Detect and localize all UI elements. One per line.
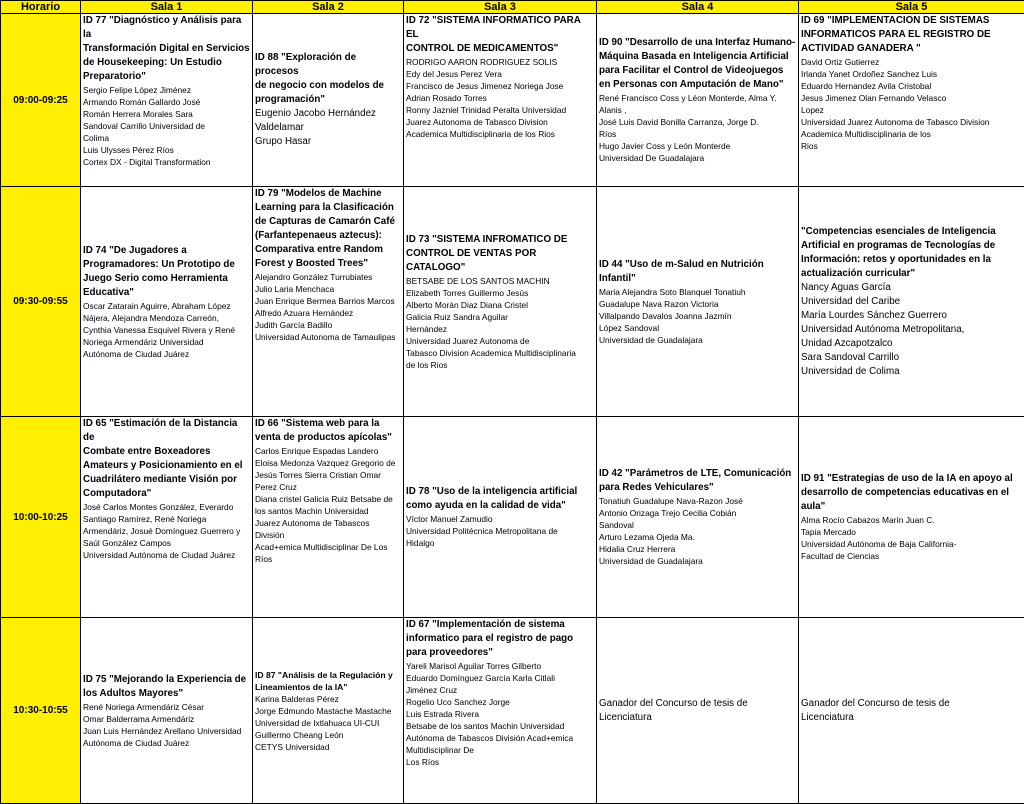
time-slot: 09:30-09:55 [1,187,81,417]
talk-title: ID 44 "Uso de m-Salud en Nutrición Infantil" [599,258,764,284]
talk-authors: Alma Rocío Cabazos Marín Juan C. Tapia Mercado Universidad Autónoma de Baja California- Facultad de Ciencias [801,515,957,561]
talk-cell [597,14,799,187]
talk-cell [81,14,253,187]
talk-title: ID 90 "Desarrollo de una Interfaz Humano- Máquina Basada en Inteligencia Artificial para Facilitar el Control de Videojuegos en Personas con Amputación de Mano" [599,37,796,90]
header-horario: Horario [1,1,81,14]
talk-authors: BETSABE DE LOS SANTOS MACHIN Elizabeth Torres Guillermo Jesús Alberto Morán Diaz Diana Cristel Galicia Ruiz Sandra Aguilar Hernández Universidad Juarez Autonoma de Tabasco Division Academica Multidisciplinaria de los Rios [406,275,576,370]
talk-cell [404,187,597,417]
talk-authors: Maria Alejandra Soto Blanquel Tonatiuh Guadalupe Nava Razon Victoria Villalpando Davalos Joanna Jazmín López Sandoval Universidad de Guadalajara [599,286,746,345]
talk-title: ID 75 "Mejorando la Experiencia de los Adultos Mayores" [83,673,247,699]
talk-cell [597,417,799,618]
talk-cell [253,187,404,417]
talk-cell [799,187,1024,417]
award-note: Ganador del Concurso de tesis de Licenciatura [801,697,950,723]
talk-authors: Tonatiuh Guadalupe Nava-Razon José Antonio Orizaga Trejo Cecilia Cobián Sandoval Arturo Lezama Ojeda Ma. Hidalia Cruz Herrera Universidad de Guadalajara [599,496,743,566]
header-sala-1: Sala 1 [81,1,253,14]
talk-title: ID 74 "De Jugadores a Programadores: Un Prototipo de Juego Serio como Herramienta Educativa" [83,244,235,298]
time-slot: 10:00-10:25 [1,417,81,618]
talk-authors: Nancy Aguas García Universidad del Caribe María Lourdes Sánchez Guerrero Universidad Autónoma Metropolitana, Unidad Azcapotzalco Sara Sandoval Carrillo Universidad de Colima [801,281,965,377]
talk-authors: José Carlos Montes González, Everardo Santiago Ramírez, René Noriega Armendáriz, Josué Domínguez Guerrero y Saúl González Campos Universidad Autónoma de Ciudad Juárez [83,502,241,560]
award-cell [799,618,1024,804]
talk-authors: Sergio Felipe López Jiménez Armando Román Gallardo José Román Herrera Morales Sara Sandoval Carrillo Universidad de Colima Luis Ulysses Pérez Ríos Cortex DX - Digital Transformation [83,85,211,167]
talk-title: ID 78 "Uso de la inteligencia artificial como ayuda en la calidad de vida" [406,486,578,511]
talk-cell [597,187,799,417]
talk-authors: RODRIGO AARON RODRIGUEZ SOLIS Edy del Jesus Perez Vera Francisco de Jesus Jimenez Noriega Jose Adrian Rosado Torres Ronny Jazniel Trinidad Peralta Universidad Juarez Autonoma de Tabasco Division Academica Multidisciplinaria de los Rios [406,57,567,139]
table-row [1,187,1024,417]
time-slot: 09:00-09:25 [1,14,81,187]
talk-cell [799,417,1024,618]
header-sala-4: Sala 4 [597,1,799,14]
table-row [1,14,1024,187]
talk-cell [404,417,597,618]
talk-title: ID 65 "Estimación de la Distancia de Combate entre Boxeadores Amateurs y Posicionamiento en el Cuadrilátero mediante Visión por Computadora" [83,418,243,499]
header-sala-5: Sala 5 [799,1,1024,14]
talk-authors: Yareli Marisol Aguilar Torres Gilberto Eduardo Domínguez García Karla Citlali Jiménez Cruz Rogelio Uco Sanchez Jorge Luis Estrada Rivera Betsabe de los santos Machin Universidad Autónoma de Tabascos División Acad+emica Multidisciplinar De Los Ríos [406,661,574,767]
talk-title: ID 79 "Modelos de Machine Learning para la Clasificación de Capturas de Camarón Café (Farfantepenaeus aztecus): Comparativa entre Random Forest y Boosted Trees" [255,188,395,269]
award-note: Ganador del Concurso de tesis de Licenciatura [599,697,748,723]
talk-authors: Víctor Manuel Zamudio Universidad Politécnica Metropolitana de Hidalgo [406,514,558,548]
talk-cell [799,14,1024,187]
header-row [1,1,1024,14]
talk-cell [253,618,404,804]
table-row [1,417,1024,618]
talk-title: ID 91 "Estrategias de uso de la IA en apoyo al desarrollo de competencias educativas en el aula" [801,473,1013,512]
talk-title: "Competencias esenciales de Inteligencia Artificial en programas de Tecnologías de Información: retos y oportunidades en la actualización curricular" [801,225,996,279]
talk-title: ID 88 "Exploración de procesos de negocio con modelos de programación" [255,52,385,105]
talk-cell [404,618,597,804]
talk-authors: René Noriega Armendáriz César Omar Balderrama Armendáriz Juan Luis Hernández Arellano Universidad Autónoma de Ciudad Juárez [83,701,242,748]
talk-authors: Oscar Zatarain Aguirre, Abraham López Nájera, Alejandra Mendoza Carreón, Cynthia Vanessa Esquivel Rivera y René Noriega Armendáriz Universidad Autónoma de Ciudad Juárez [83,300,236,359]
table-row [1,618,1024,804]
talk-authors: David Ortiz Gutierrez Irlanda Yanet Ordoñez Sanchez Luis Eduardo Hernandez Avila Cristobal Jesus Jimenez Olan Fernando Velasco Lopez Universidad Juarez Autonoma de Tabasco Division Academica Multidisciplinaria de los Rios [801,57,990,151]
talk-title: ID 73 "SISTEMA INFROMATICO DE CONTROL DE VENTAS POR CATALOGO" [406,233,568,273]
talk-title: ID 72 "SISTEMA INFORMATICO PARA EL CONTROL DE MEDICAMENTOS" [406,15,581,54]
talk-cell [81,187,253,417]
talk-title: ID 67 "Implementación de sistema informatico para el registro de pago para proveedores" [406,619,574,658]
time-slot: 10:30-10:55 [1,618,81,804]
talk-authors: Carlos Enrique Espadas Landero Eloisa Medonza Vazquez Gregorio de Jesús Torres Sierra Cristian Omar Perez Cruz Diana cristel Galicia Ruiz Betsabe de los santos Machin Universidad Juarez Autonoma de Tabascos División Acad+emica Multidisciplinar De Los Ríos [255,446,396,564]
header-sala-2: Sala 2 [253,1,404,14]
talk-authors: Alejandro González Turrubiates Julio Laria Menchaca Juan Enrique Bermea Barrios Marcos Alfredo Azuara Hernández Judith García Badillo Universidad Autonoma de Tamaulipas [255,272,396,342]
talk-title: ID 87 "Análisis de la Regulación y Lineamientos de la IA" [255,669,393,692]
award-cell [597,618,799,804]
talk-cell [253,14,404,187]
talk-cell [81,417,253,618]
talk-authors: Karina Balderas Pérez Jorge Edmundo Mastache Mastache Universidad de Ixtlahuaca UI-CUI Guillermo Cheang León CETYS Universidad [255,693,392,752]
talk-cell [253,417,404,618]
talk-title: ID 42 "Parámetros de LTE, Comunicación para Redes Vehiculares" [599,468,792,493]
header-sala-3: Sala 3 [404,1,597,14]
talk-cell [81,618,253,804]
talk-title: ID 77 "Diagnóstico y Análisis para la Transformación Digital en Servicios de Housekeeping: Un Estudio Preparatorio" [83,15,250,82]
talk-authors: René Francisco Coss y Léon Monterde, Alma Y. Alanis , José Luis David Bonilla Carranza, Jorge D. Ríos Hugo Javier Coss y León Monterde Universidad De Guadalajara [599,93,777,163]
talk-cell [404,14,597,187]
talk-authors: Eugenio Jacobo Hernández Valdelamar Grupo Hasar [255,108,376,147]
talk-title: ID 66 "Sistema web para la venta de productos apícolas" [255,418,392,443]
talk-title: ID 69 "IMPLEMENTACION DE SISTEMAS INFORMATICOS PARA EL REGISTRO DE ACTIVIDAD GANADERA " [801,15,991,54]
